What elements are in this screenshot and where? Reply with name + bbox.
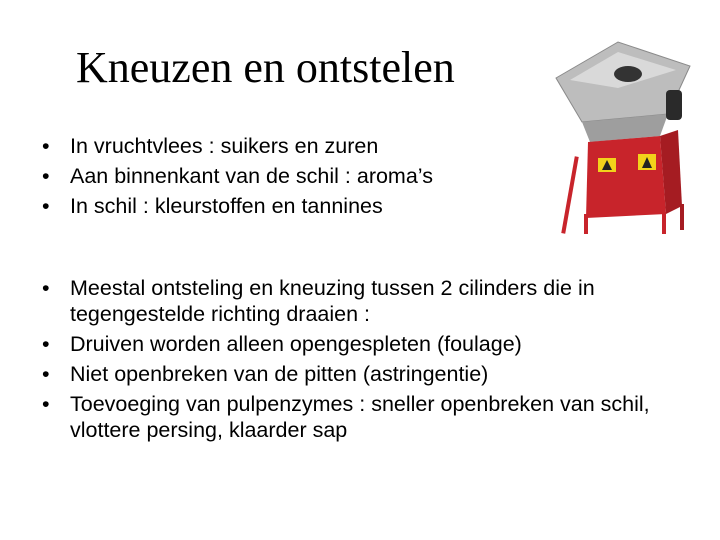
motor-housing <box>666 90 682 120</box>
bullet-marker: • <box>42 392 50 416</box>
bullet-text: In vruchtvlees : suikers en zuren <box>70 134 379 158</box>
list-item <box>28 361 688 387</box>
list-item <box>28 275 688 327</box>
list-item <box>28 331 688 357</box>
slide-title: Kneuzen en ontstelen <box>76 43 455 92</box>
machine-leg <box>680 204 684 230</box>
list-item <box>28 163 488 189</box>
bullet-text: In schil : kleurstoffen en tannines <box>70 194 383 218</box>
list-item <box>28 391 688 443</box>
bullet-list-bottom <box>28 275 688 447</box>
list-item <box>28 133 488 159</box>
bullet-marker: • <box>42 134 50 158</box>
list-item <box>28 193 488 219</box>
bullet-marker: • <box>42 194 50 218</box>
machine-body <box>586 136 666 218</box>
bullet-text: Aan binnenkant van de schil : aroma’s <box>70 164 433 188</box>
bullet-marker: • <box>42 276 50 300</box>
bullet-text: Niet openbreken van de pitten (astringentie) <box>70 362 489 386</box>
machine-leg <box>662 212 666 234</box>
bullet-marker: • <box>42 362 50 386</box>
motor-shape <box>614 66 642 82</box>
crusher-destemmer-image <box>548 38 698 238</box>
bullet-list-top <box>28 133 488 223</box>
bullet-text: Toevoeging van pulpenzymes : sneller openbreken van schil, vlottere persing, klaarder sap <box>70 392 650 442</box>
machine-leg <box>561 156 578 234</box>
bullet-marker: • <box>42 164 50 188</box>
bullet-text: Druiven worden alleen opengespleten (foulage) <box>70 332 522 356</box>
bullet-text: Meestal ontsteling en kneuzing tussen 2 cilinders die in tegengestelde richting draaien : <box>70 276 595 326</box>
bullet-marker: • <box>42 332 50 356</box>
machine-leg <box>584 214 588 234</box>
